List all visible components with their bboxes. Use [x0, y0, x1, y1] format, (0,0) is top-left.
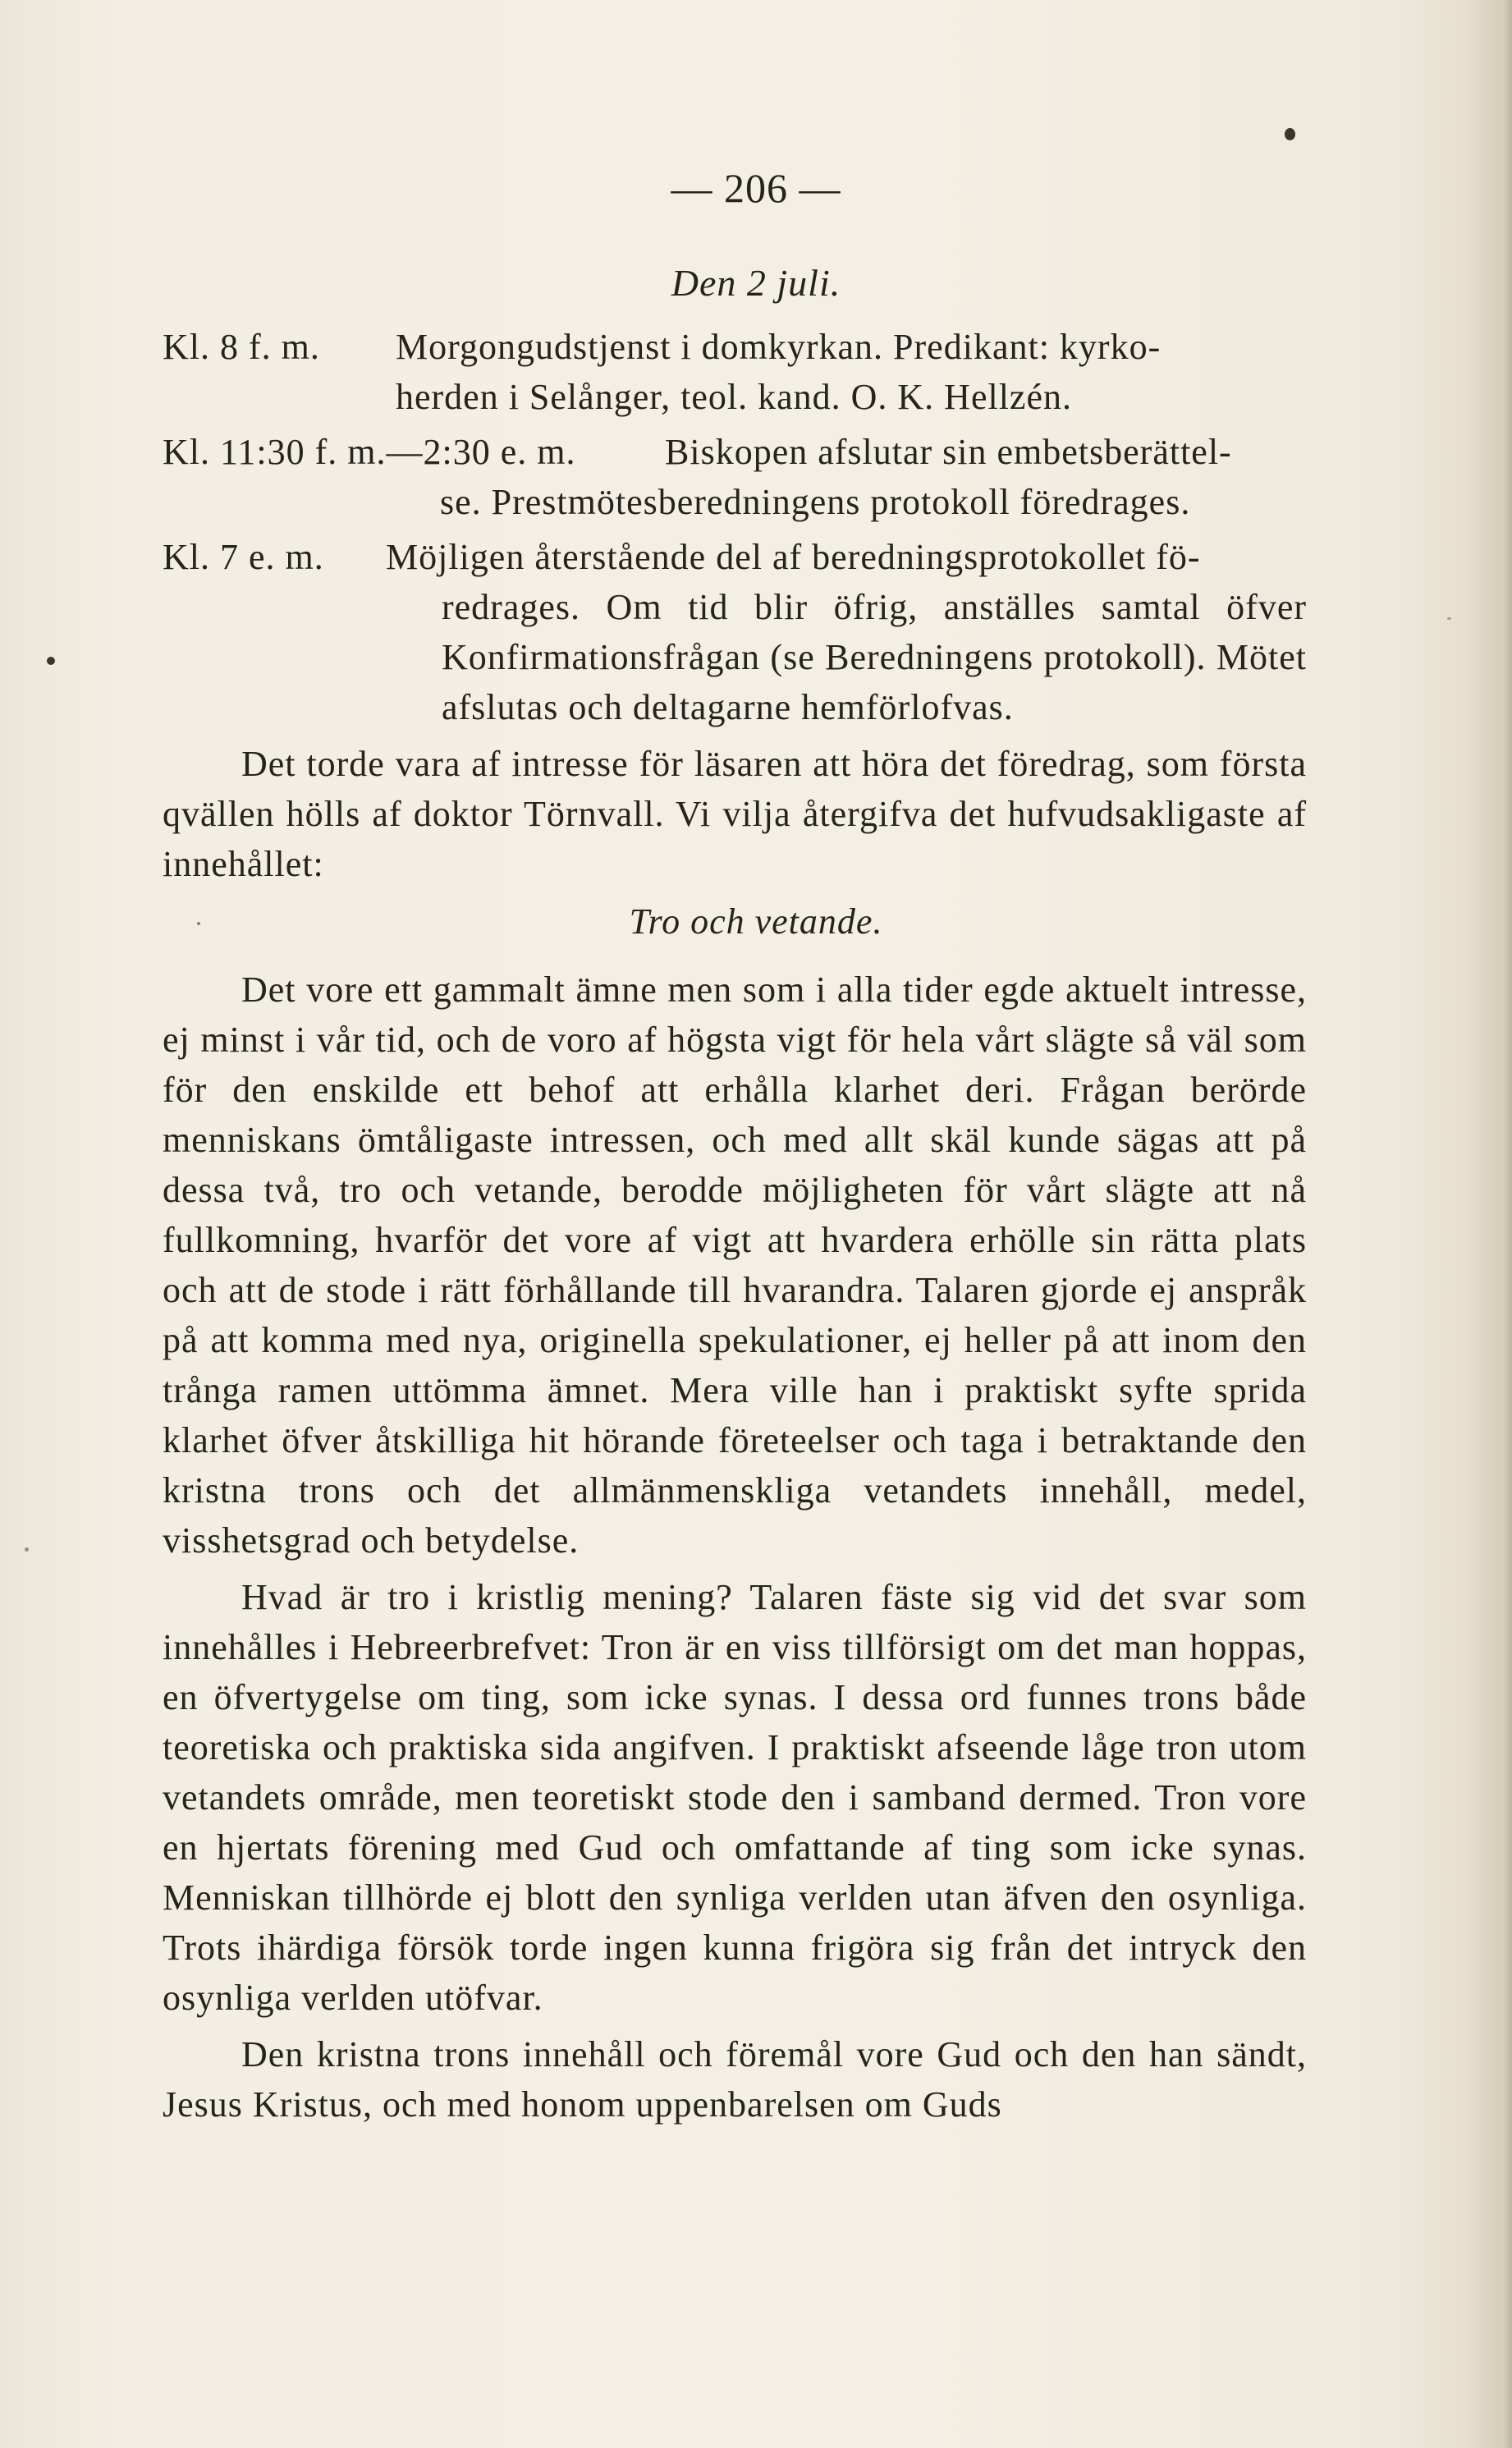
- schedule-line: se. Prestmötesberedningens protokoll föredrages.: [440, 482, 1191, 522]
- ink-speck: [47, 657, 55, 665]
- article-body: [163, 965, 1307, 2136]
- paragraph: Det vore ett gammalt ämne men som i alla tider egde aktuelt intresse, ej minst i vår tid, och de voro af högsta vigt för hela vårt slägte så väl som för den enskilde ett behof att erhålla klarhet deri. Frågan berörde menniskans ömtåligaste intressen, och med allt skäl kunde sägas att på dessa två, tro och vetande, berodde möjligheten för vårt slägte att nå fullkomning, hvarför det vore af vigt att hvardera erhölle sin rätta plats och att de stode i rätt förhållande till hvarandra. Talaren gjorde ej anspråk på att komma med nya, originella spekulationer, ej heller på att inom den trånga ramen uttömma ämnet. Mera ville han i praktiskt syfte sprida klarhet öfver åtskilliga hit hörande företeelser och taga i betraktande den kristna trons och det allmänmenskliga vetandets innehåll, medel, visshetsgrad och betydelse.: [163, 970, 1307, 1561]
- date-heading: Den 2 juli.: [671, 262, 841, 304]
- schedule-time: Kl. 7 e. m.: [163, 537, 324, 577]
- page-edge-shadow: [1494, 0, 1512, 2448]
- schedule-description: [386, 532, 1307, 732]
- schedule-first-row: [163, 427, 1307, 477]
- schedule-list: [163, 322, 1307, 737]
- ink-speck: [1285, 128, 1295, 140]
- ink-speck: [25, 1547, 29, 1552]
- section-title: Tro och vetande.: [629, 901, 883, 942]
- paragraph: Hvad är tro i kristlig mening? Talaren fäste sig vid det svar som innehålles i Hebreerbrefvet: Tron är en viss tillförsigt om det man hoppas, en öfvertygelse om ting, som icke synas. I dessa ord funnes trons både teoretiska och praktiska sida angifven. I praktiskt afseende låge tron utom vetandets område, men teoretiskt stode den i samband dermed. Tron vore en hjertats förening med Gud och omfattande af ting som icke synas. Menniskan tillhörde ej blott den synliga verlden utan äfven den osynliga. Trots ihärdiga försök torde ingen kunna frigöra sig från det intryck den osynliga verlden utöfvar.: [163, 1577, 1307, 2018]
- intro-text: Det torde vara af intresse för läsaren att höra det föredrag, som första qvällen hölls af doktor Törnvall. Vi vilja återgifva det hufvudsakligaste af innehållet:: [163, 744, 1307, 884]
- schedule-line: herden i Selånger, teol. kand. O. K. Hellzén.: [396, 377, 1072, 417]
- schedule-entry: [163, 532, 1307, 732]
- schedule-line: Möjligen återstående del af beredningsprotokollet fö-: [386, 537, 1201, 577]
- schedule-line: Morgongudstjenst i domkyrkan. Predikant: kyrko-: [396, 327, 1161, 367]
- schedule-description: [396, 322, 1307, 422]
- ink-speck: [1447, 617, 1451, 620]
- schedule-entry: [163, 427, 1307, 527]
- page-number: — 206 —: [671, 165, 841, 211]
- intro-paragraph: [163, 739, 1307, 889]
- schedule-line: Biskopen afslutar sin embetsberättel-: [665, 432, 1232, 472]
- schedule-time: Kl. 8 f. m.: [163, 327, 320, 367]
- schedule-entry: [163, 322, 1307, 422]
- schedule-line: redrages. Om tid blir öfrig, anställes samtal öfver Konfirmationsfrågan (se Beredningens protokoll). Mötet afslutas och deltagarne hemförlofvas.: [442, 587, 1307, 727]
- paragraph: Den kristna trons innehåll och föremål vore Gud och den han sändt, Jesus Kristus, och med honom uppenbarelsen om Guds: [163, 2034, 1307, 2125]
- schedule-time: Kl. 11:30 f. m.—2:30 e. m.: [163, 432, 576, 472]
